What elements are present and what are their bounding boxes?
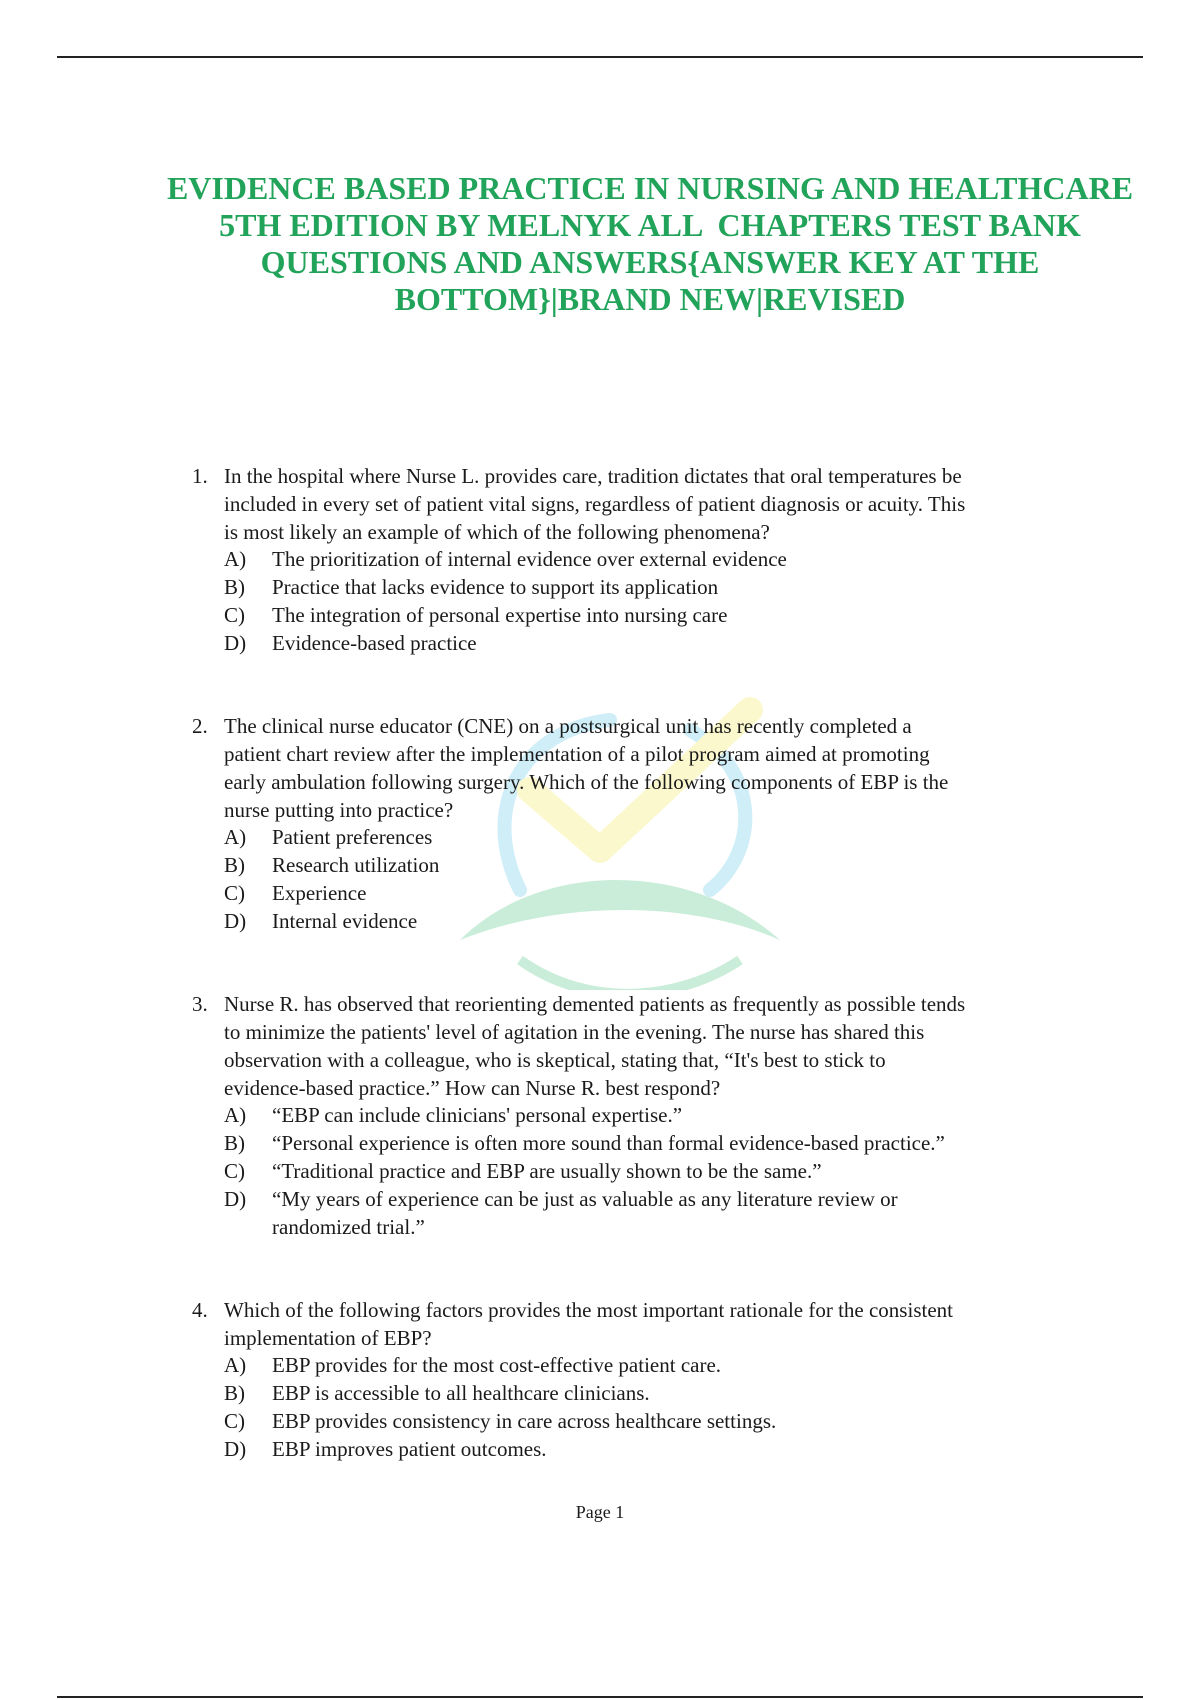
option-b	[192, 573, 1092, 601]
option-b	[192, 851, 1092, 879]
bottom-rule	[57, 1696, 1143, 1698]
option-d	[192, 1435, 1092, 1463]
option-text: EBP provides consistency in care across healthcare settings.	[272, 1409, 777, 1433]
stem-line: included in every set of patient vital signs, regardless of patient diagnosis or acuity. This	[224, 492, 966, 516]
answer-options	[192, 823, 1092, 935]
option-letter: B)	[224, 1381, 245, 1405]
option-text: Experience	[272, 881, 367, 905]
stem-line: evidence-based practice.” How can Nurse R. best respond?	[224, 1076, 721, 1100]
question-stem	[192, 1296, 1092, 1352]
stem-line: implementation of EBP?	[224, 1326, 432, 1350]
option-text: EBP provides for the most cost-effective patient care.	[272, 1353, 722, 1377]
top-rule	[57, 56, 1143, 58]
stem-line: Which of the following factors provides the most important rationale for the consistent	[224, 1298, 953, 1322]
option-letter: B)	[224, 853, 245, 877]
option-letter: B)	[224, 575, 245, 599]
question-stem	[192, 990, 1092, 1102]
option-letter: D)	[224, 909, 247, 933]
question-1	[192, 462, 1092, 657]
question-stem	[192, 462, 1092, 546]
option-a	[192, 545, 1092, 573]
option-letter: A)	[224, 547, 247, 571]
option-letter: C)	[224, 1409, 245, 1433]
stem-line: patient chart review after the implementation of a pilot program aimed at promoting	[224, 742, 930, 766]
stem-line: Nurse R. has observed that reorienting demented patients as frequently as possible tends	[224, 992, 966, 1016]
option-text: randomized trial.”	[272, 1215, 425, 1239]
option-letter: B)	[224, 1131, 245, 1155]
option-text: Patient preferences	[272, 825, 433, 849]
option-letter: D)	[224, 1187, 247, 1211]
option-text: Research utilization	[272, 853, 440, 877]
option-text: “EBP can include clinicians' personal expertise.”	[272, 1103, 683, 1127]
stem-line: to minimize the patients' level of agitation in the evening. The nurse has shared this	[224, 1020, 925, 1044]
question-stem	[192, 712, 1092, 824]
option-c	[192, 879, 1092, 907]
option-c	[192, 1407, 1092, 1435]
option-text: Evidence-based practice	[272, 631, 477, 655]
option-c	[192, 1157, 1092, 1185]
question-2	[192, 712, 1092, 935]
option-text: EBP is accessible to all healthcare clinicians.	[272, 1381, 650, 1405]
option-b	[192, 1379, 1092, 1407]
option-letter: A)	[224, 1103, 247, 1127]
option-text: Practice that lacks evidence to support its application	[272, 575, 719, 599]
title-line: QUESTIONS AND ANSWERS{ANSWER KEY AT THE	[260, 244, 1040, 280]
option-a	[192, 823, 1092, 851]
option-c	[192, 601, 1092, 629]
answer-options	[192, 1351, 1092, 1463]
option-letter: C)	[224, 1159, 245, 1183]
option-letter: C)	[224, 603, 245, 627]
option-a	[192, 1351, 1092, 1379]
question-4	[192, 1296, 1092, 1463]
stem-line: early ambulation following surgery. Which of the following components of EBP is the	[224, 770, 949, 794]
option-text: “My years of experience can be just as valuable as any literature review or	[272, 1187, 898, 1211]
title-line: BOTTOM}|BRAND NEW|REVISED	[394, 281, 906, 317]
option-letter: D)	[224, 631, 247, 655]
question-3	[192, 990, 1092, 1241]
option-a	[192, 1101, 1092, 1129]
title-line: EVIDENCE BASED PRACTICE IN NURSING AND HEALTHCARE	[166, 170, 1134, 206]
stem-line: nurse putting into practice?	[224, 798, 454, 822]
option-text: The prioritization of internal evidence over external evidence	[272, 547, 787, 571]
stem-line: observation with a colleague, who is skeptical, stating that, “It's best to stick to	[224, 1048, 886, 1072]
document-title	[100, 170, 1200, 318]
page-number: Page 1	[575, 1502, 625, 1522]
option-text: “Personal experience is often more sound than formal evidence-based practice.”	[272, 1131, 945, 1155]
answer-options	[192, 1101, 1092, 1241]
answer-options	[192, 545, 1092, 657]
option-b	[192, 1129, 1092, 1157]
stem-line: In the hospital where Nurse L. provides care, tradition dictates that oral temperatures be	[224, 464, 962, 488]
title-line: 5TH EDITION BY MELNYK ALL CHAPTERS TEST BANK	[219, 207, 1081, 243]
option-letter: A)	[224, 825, 247, 849]
question-number: 1.	[192, 464, 208, 488]
option-text: Internal evidence	[272, 909, 418, 933]
option-d	[192, 629, 1092, 657]
option-d	[192, 907, 1092, 935]
option-letter: A)	[224, 1353, 247, 1377]
option-text: The integration of personal expertise into nursing care	[272, 603, 728, 627]
option-letter: C)	[224, 881, 245, 905]
question-number: 2.	[192, 714, 208, 738]
option-text: “Traditional practice and EBP are usually shown to be the same.”	[272, 1159, 822, 1183]
option-letter: D)	[224, 1437, 247, 1461]
option-d	[192, 1185, 1092, 1241]
question-number: 4.	[192, 1298, 208, 1322]
stem-line: The clinical nurse educator (CNE) on a postsurgical unit has recently completed a	[224, 714, 912, 738]
option-text: EBP improves patient outcomes.	[272, 1437, 547, 1461]
stem-line: is most likely an example of which of the following phenomena?	[224, 520, 770, 544]
question-number: 3.	[192, 992, 208, 1016]
